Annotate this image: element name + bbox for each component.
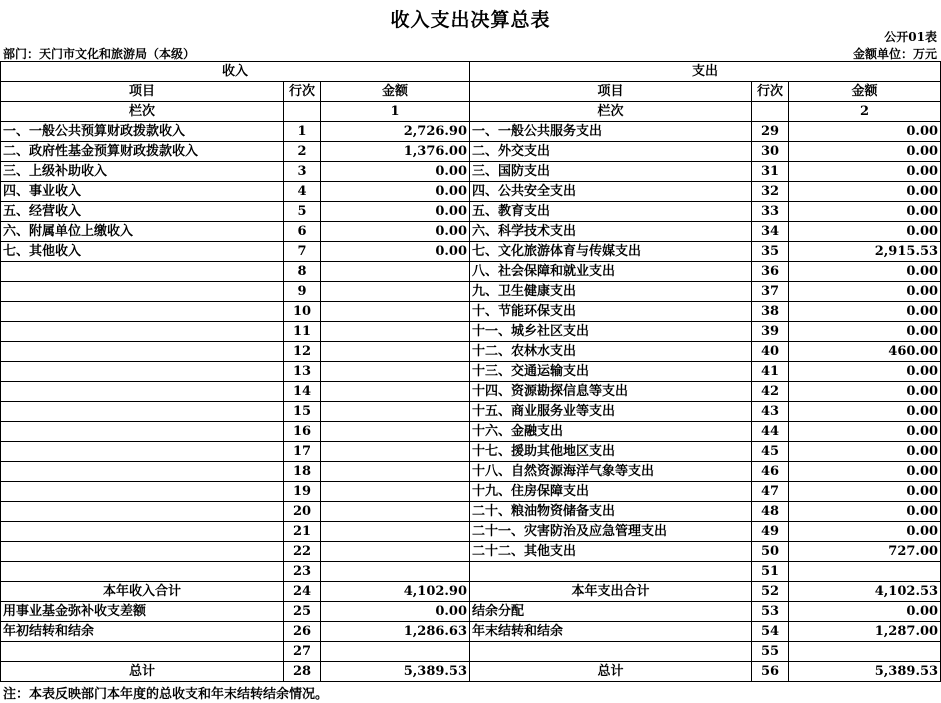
income-item-cell: 六、附属单位上缴收入 [1, 222, 284, 242]
table-row [1, 542, 941, 562]
income-item-cell [1, 362, 284, 382]
income-amount-cell: 0.00 [321, 162, 470, 182]
expense-item-cell: 二十一、灾害防治及应急管理支出 [470, 522, 752, 542]
section-header-row [1, 62, 941, 82]
table-row [1, 482, 941, 502]
expense-amount-cell: 0.00 [789, 322, 941, 342]
income-row-no-cell: 6 [284, 222, 321, 242]
income-row-no-cell: 4 [284, 182, 321, 202]
expense-amount-cell: 0.00 [789, 602, 941, 622]
income-row-no-cell: 21 [284, 522, 321, 542]
income-row-no-cell: 8 [284, 262, 321, 282]
income-item-cell [1, 462, 284, 482]
table-row [1, 522, 941, 542]
table-row [1, 422, 941, 442]
income-row-no-cell: 25 [284, 602, 321, 622]
expense-row-no-cell: 51 [752, 562, 789, 582]
expense-amount-cell: 0.00 [789, 422, 941, 442]
expense-item-cell: 十三、交通运输支出 [470, 362, 752, 382]
income-amount-cell: 0.00 [321, 222, 470, 242]
table-row [1, 362, 941, 382]
expense-item-cell: 七、文化旅游体育与传媒支出 [470, 242, 752, 262]
expense-row-no-cell: 29 [752, 122, 789, 142]
expense-column-number: 2 [789, 102, 941, 122]
income-item-cell: 总计 [1, 662, 284, 682]
expense-row-no-cell: 48 [752, 502, 789, 522]
table-row [1, 602, 941, 622]
expense-row-no-cell: 54 [752, 622, 789, 642]
income-amount-cell [321, 542, 470, 562]
expense-row-no-cell: 31 [752, 162, 789, 182]
expense-row-no-cell: 50 [752, 542, 789, 562]
expense-row-no-cell: 42 [752, 382, 789, 402]
expense-item-cell: 十一、城乡社区支出 [470, 322, 752, 342]
expense-row-no-cell: 33 [752, 202, 789, 222]
income-row-no-cell: 15 [284, 402, 321, 422]
expense-item-cell: 六、科学技术支出 [470, 222, 752, 242]
expense-row-no-cell: 56 [752, 662, 789, 682]
income-amount-cell [321, 562, 470, 582]
income-row-no-cell: 20 [284, 502, 321, 522]
income-item-cell [1, 562, 284, 582]
expense-item-cell: 十五、商业服务业等支出 [470, 402, 752, 422]
expense-item-cell: 四、公共安全支出 [470, 182, 752, 202]
income-item-cell [1, 542, 284, 562]
column-number-row [1, 102, 941, 122]
expense-item-cell: 三、国防支出 [470, 162, 752, 182]
income-row-no-cell: 17 [284, 442, 321, 462]
income-amount-cell: 1,286.63 [321, 622, 470, 642]
expense-row-no-cell: 46 [752, 462, 789, 482]
footnote: 注：本表反映部门本年度的总收支和年末结转结余情况。 [3, 687, 329, 702]
expense-row-no-cell: 41 [752, 362, 789, 382]
income-item-cell [1, 382, 284, 402]
income-row-no-cell: 19 [284, 482, 321, 502]
expense-item-cell: 十八、自然资源海洋气象等支出 [470, 462, 752, 482]
expense-item-cell: 二十、粮油物资储备支出 [470, 502, 752, 522]
income-amount-cell [321, 322, 470, 342]
expense-row-no-cell: 55 [752, 642, 789, 662]
income-amount-cell: 0.00 [321, 202, 470, 222]
income-row-no-cell: 28 [284, 662, 321, 682]
expense-item-cell: 年末结转和结余 [470, 622, 752, 642]
expense-section-header: 支出 [470, 62, 941, 82]
income-amount-cell: 5,389.53 [321, 662, 470, 682]
expense-row-no-cell: 39 [752, 322, 789, 342]
expense-item-cell: 十二、农林水支出 [470, 342, 752, 362]
table-row [1, 402, 941, 422]
table-row [1, 642, 941, 662]
expense-item-cell: 十九、住房保障支出 [470, 482, 752, 502]
income-item-cell [1, 302, 284, 322]
expense-amount-cell: 0.00 [789, 142, 941, 162]
income-item-cell: 一、一般公共预算财政拨款收入 [1, 122, 284, 142]
income-row-no-cell: 9 [284, 282, 321, 302]
income-row-no-cell: 5 [284, 202, 321, 222]
expense-amount-cell: 1,287.00 [789, 622, 941, 642]
expense-item-cell [470, 562, 752, 582]
expense-amount-cell: 5,389.53 [789, 662, 941, 682]
income-row-no-cell: 26 [284, 622, 321, 642]
income-amount-cell: 2,726.90 [321, 122, 470, 142]
income-item-cell: 二、政府性基金预算财政拨款收入 [1, 142, 284, 162]
income-item-cell: 本年收入合计 [1, 582, 284, 602]
expense-amount-cell: 0.00 [789, 202, 941, 222]
expense-item-cell [470, 642, 752, 662]
expense-item-cell: 结余分配 [470, 602, 752, 622]
expense-item-cell: 一、一般公共服务支出 [470, 122, 752, 142]
income-item-cell: 三、上级补助收入 [1, 162, 284, 182]
income-row-no-cell: 22 [284, 542, 321, 562]
income-amount-cell: 0.00 [321, 242, 470, 262]
expense-row-no-cell: 40 [752, 342, 789, 362]
income-row-no-cell: 11 [284, 322, 321, 342]
expense-amount-cell: 0.00 [789, 382, 941, 402]
expense-item-cell: 二、外交支出 [470, 142, 752, 162]
income-item-cell [1, 402, 284, 422]
income-amount-cell [321, 302, 470, 322]
expense-amount-cell: 0.00 [789, 442, 941, 462]
income-row-no-cell: 1 [284, 122, 321, 142]
expense-row-no-cell: 36 [752, 262, 789, 282]
expense-item-cell: 二十二、其他支出 [470, 542, 752, 562]
expense-amount-cell: 0.00 [789, 222, 941, 242]
table-row [1, 182, 941, 202]
income-amount-cell: 0.00 [321, 182, 470, 202]
income-amount-cell [321, 482, 470, 502]
expense-row-no-cell: 53 [752, 602, 789, 622]
table-row [1, 462, 941, 482]
income-row-no-cell: 27 [284, 642, 321, 662]
expense-item-cell: 十、节能环保支出 [470, 302, 752, 322]
income-row-no-cell: 16 [284, 422, 321, 442]
expense-amount-cell: 0.00 [789, 462, 941, 482]
expense-item-header: 项目 [470, 82, 752, 102]
expense-row-no-cell: 32 [752, 182, 789, 202]
income-item-cell [1, 322, 284, 342]
table-row [1, 382, 941, 402]
table-row [1, 442, 941, 462]
table-row [1, 262, 941, 282]
income-amount-cell [321, 402, 470, 422]
income-item-cell [1, 502, 284, 522]
table-row [1, 202, 941, 222]
expense-amount-cell: 727.00 [789, 542, 941, 562]
expense-amount-cell: 0.00 [789, 302, 941, 322]
income-row-no-cell: 2 [284, 142, 321, 162]
income-item-cell [1, 522, 284, 542]
expense-amount-cell: 4,102.53 [789, 582, 941, 602]
table-row [1, 502, 941, 522]
amount-unit-label: 金额单位：万元 [852, 47, 937, 61]
expense-item-cell: 十六、金融支出 [470, 422, 752, 442]
income-row-no-cell: 14 [284, 382, 321, 402]
expense-row-no-cell: 35 [752, 242, 789, 262]
table-row [1, 242, 941, 262]
table-row [1, 302, 941, 322]
expense-row-no-cell: 34 [752, 222, 789, 242]
income-amount-cell [321, 262, 470, 282]
expense-amount-cell [789, 562, 941, 582]
income-column-label: 栏次 [1, 102, 284, 122]
income-amount-cell [321, 342, 470, 362]
income-item-cell [1, 282, 284, 302]
expense-amount-cell: 0.00 [789, 262, 941, 282]
expense-amount-cell: 460.00 [789, 342, 941, 362]
expense-amount-cell: 2,915.53 [789, 242, 941, 262]
summary-table [0, 61, 941, 682]
table-row [1, 322, 941, 342]
income-amount-cell: 4,102.90 [321, 582, 470, 602]
expense-amount-cell: 0.00 [789, 182, 941, 202]
expense-amount-cell: 0.00 [789, 282, 941, 302]
income-column-blank [284, 102, 321, 122]
form-code: 公开01表 [884, 30, 937, 44]
table-row [1, 342, 941, 362]
table-row [1, 282, 941, 302]
income-item-cell [1, 642, 284, 662]
income-item-cell [1, 482, 284, 502]
table-row [1, 622, 941, 642]
expense-column-blank [752, 102, 789, 122]
income-amount-cell [321, 502, 470, 522]
income-section-header: 收入 [1, 62, 470, 82]
income-item-cell [1, 422, 284, 442]
income-amount-header: 金额 [321, 82, 470, 102]
table-row [1, 562, 941, 582]
expense-item-cell: 八、社会保障和就业支出 [470, 262, 752, 282]
income-item-cell: 七、其他收入 [1, 242, 284, 262]
expense-item-cell: 总计 [470, 662, 752, 682]
income-row-no-cell: 23 [284, 562, 321, 582]
column-header-row [1, 82, 941, 102]
expense-row-no-header: 行次 [752, 82, 789, 102]
income-column-number: 1 [321, 102, 470, 122]
income-amount-cell [321, 522, 470, 542]
expense-amount-cell: 0.00 [789, 402, 941, 422]
expense-row-no-cell: 45 [752, 442, 789, 462]
table-row [1, 582, 941, 602]
expense-item-cell: 五、教育支出 [470, 202, 752, 222]
expense-item-cell: 九、卫生健康支出 [470, 282, 752, 302]
expense-row-no-cell: 44 [752, 422, 789, 442]
income-row-no-cell: 3 [284, 162, 321, 182]
income-item-header: 项目 [1, 82, 284, 102]
income-amount-cell: 0.00 [321, 602, 470, 622]
expense-row-no-cell: 30 [752, 142, 789, 162]
income-item-cell: 用事业基金弥补收支差额 [1, 602, 284, 622]
income-amount-cell [321, 382, 470, 402]
expense-row-no-cell: 49 [752, 522, 789, 542]
expense-amount-cell: 0.00 [789, 122, 941, 142]
income-row-no-cell: 12 [284, 342, 321, 362]
expense-amount-cell: 0.00 [789, 362, 941, 382]
income-amount-cell [321, 442, 470, 462]
expense-amount-cell: 0.00 [789, 162, 941, 182]
income-row-no-cell: 24 [284, 582, 321, 602]
income-item-cell [1, 262, 284, 282]
table-row [1, 122, 941, 142]
page-title: 收入支出决算总表 [390, 9, 551, 31]
income-item-cell [1, 442, 284, 462]
expense-item-cell: 十七、援助其他地区支出 [470, 442, 752, 462]
income-amount-cell [321, 282, 470, 302]
income-amount-cell [321, 362, 470, 382]
table-row [1, 662, 941, 682]
income-row-no-cell: 7 [284, 242, 321, 262]
expense-row-no-cell: 37 [752, 282, 789, 302]
expense-item-cell: 十四、资源勘探信息等支出 [470, 382, 752, 402]
income-row-no-header: 行次 [284, 82, 321, 102]
income-amount-cell [321, 462, 470, 482]
expense-row-no-cell: 43 [752, 402, 789, 422]
income-item-cell: 四、事业收入 [1, 182, 284, 202]
income-amount-cell [321, 642, 470, 662]
income-item-cell [1, 342, 284, 362]
expense-amount-cell: 0.00 [789, 482, 941, 502]
income-amount-cell [321, 422, 470, 442]
income-row-no-cell: 10 [284, 302, 321, 322]
income-row-no-cell: 13 [284, 362, 321, 382]
expense-row-no-cell: 38 [752, 302, 789, 322]
income-row-no-cell: 18 [284, 462, 321, 482]
expense-item-cell: 本年支出合计 [470, 582, 752, 602]
table-row [1, 222, 941, 242]
expense-amount-cell: 0.00 [789, 502, 941, 522]
income-amount-cell: 1,376.00 [321, 142, 470, 162]
table-row [1, 162, 941, 182]
income-item-cell: 年初结转和结余 [1, 622, 284, 642]
income-item-cell: 五、经营收入 [1, 202, 284, 222]
expense-row-no-cell: 47 [752, 482, 789, 502]
expense-amount-header: 金额 [789, 82, 941, 102]
expense-row-no-cell: 52 [752, 582, 789, 602]
table-row [1, 142, 941, 162]
department-label: 部门：天门市文化和旅游局（本级） [3, 47, 196, 61]
expense-amount-cell [789, 642, 941, 662]
expense-column-label: 栏次 [470, 102, 752, 122]
expense-amount-cell: 0.00 [789, 522, 941, 542]
